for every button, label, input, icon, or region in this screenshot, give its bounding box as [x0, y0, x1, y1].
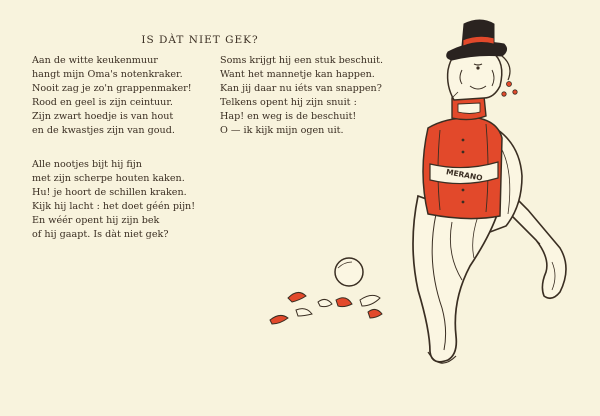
poem-line: Alle nootjes bijt hij fijn [32, 159, 142, 170]
nutcracker-legs [413, 196, 498, 363]
poem-line: of hij gaapt. Is dàt niet gek? [32, 229, 169, 240]
poem-line: Nooit zag je zo'n grappenmaker! [32, 83, 192, 94]
poem-line: Telkens opent hij zijn snuit : [220, 97, 357, 108]
poem-line: Hu! je hoort de schillen kraken. [32, 187, 187, 198]
poem-line: Want het mannetje kan happen. [220, 69, 375, 80]
poem-line: O — ik kijk mijn ogen uit. [220, 125, 344, 136]
poem-line: Hap! en weg is de beschuit! [220, 111, 357, 122]
poem-line: Zijn zwart hoedje is van hout [32, 111, 174, 122]
poem-line: hangt mijn Oma's notenkraker. [32, 69, 183, 80]
poem-title: IS DÀT NIET GEK? [141, 34, 259, 46]
nut-shells [270, 258, 382, 324]
poem-line: Aan de witte keukenmuur [32, 55, 158, 66]
poem-line: met zijn scherpe houten kaken. [32, 173, 185, 184]
poem-line: Soms krijgt hij een stuk beschuit. [220, 55, 384, 66]
poem-line: En wéér opent hij zijn bek [32, 215, 160, 226]
poem-line: Kijk hij lacht : het doet géén pijn! [32, 201, 196, 212]
belt-label: MERANO [445, 167, 484, 183]
nutcracker-lever [510, 200, 566, 298]
poem-line: Rood en geel is zijn ceintuur. [32, 97, 173, 108]
poem-line: en de kwastjes zijn van goud. [32, 125, 175, 136]
poem-line: Kan jij daar nu iéts van snappen? [220, 83, 382, 94]
